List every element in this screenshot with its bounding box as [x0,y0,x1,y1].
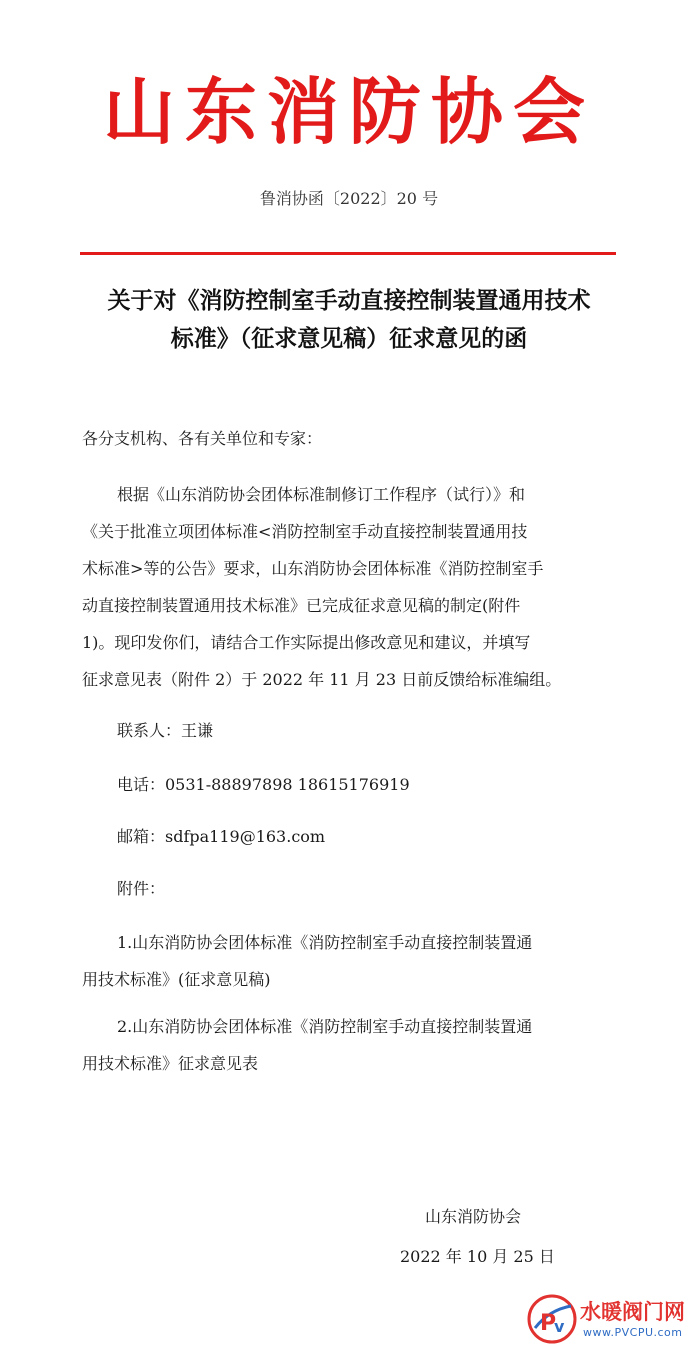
attachment-line: 2.山东消防协会团体标准《消防控制室手动直接控制装置通 [117,1017,533,1036]
document-title-line-2: 标准》（征求意见稿）征求意见的函 [170,326,528,352]
paragraph-line: 1)。现印发你们，请结合工作实际提出修改意见和建议，并填写 [82,633,531,652]
contact-phone: 电话：0531-88897898 18615176919 [117,775,410,794]
attachment-line: 用技术标准》(征求意见稿) [82,970,271,989]
watermark-url: www.PVCPU.com [583,1326,683,1339]
attachment-item [82,924,622,998]
header-divider [80,252,616,255]
paragraph-line: 征求意见表（附件 2）于 2022 年 11 月 23 日前反馈给标准编组。 [82,670,562,689]
paragraph-line: 术标准>等的公告》要求，山东消防协会团体标准《消防控制室手 [82,559,544,578]
attachment-item [82,1008,622,1082]
contact-person: 联系人：王谦 [117,721,214,740]
document-number: 鲁消协函〔2022〕20 号 [259,189,439,208]
body-paragraph [82,476,618,698]
watermark [525,1290,695,1350]
paragraph-line: 根据《山东消防协会团体标准制修订工作程序（试行）》和 [117,485,526,504]
org-title: 山东消防协会 [102,70,595,154]
attachment-line: 1.山东消防协会团体标准《消防控制室手动直接控制装置通 [117,933,533,952]
document-title-line-1: 关于对《消防控制室手动直接控制装置通用技术 [107,288,591,314]
svg-text:P: P [540,1311,557,1336]
signature-org: 山东消防协会 [425,1207,522,1226]
paragraph-line: 动直接控制装置通用技术标准》已完成征求意见稿的制定(附件 [82,596,521,615]
contact-email: 邮箱：sdfpa119@163.com [117,827,326,846]
attachment-line: 用技术标准》征求意见表 [82,1054,259,1073]
salutation: 各分支机构、各有关单位和专家： [82,429,323,448]
svg-text:v: v [554,1317,565,1336]
signature-date: 2022 年 10 月 25 日 [400,1247,555,1266]
watermark-title: 水暖阀门网 [580,1300,685,1324]
attachments-label: 附件： [117,879,166,898]
pv-logo-icon [525,1292,579,1346]
paragraph-line: 《关于批准立项团体标准<消防控制室手动直接控制装置通用技 [82,522,528,541]
